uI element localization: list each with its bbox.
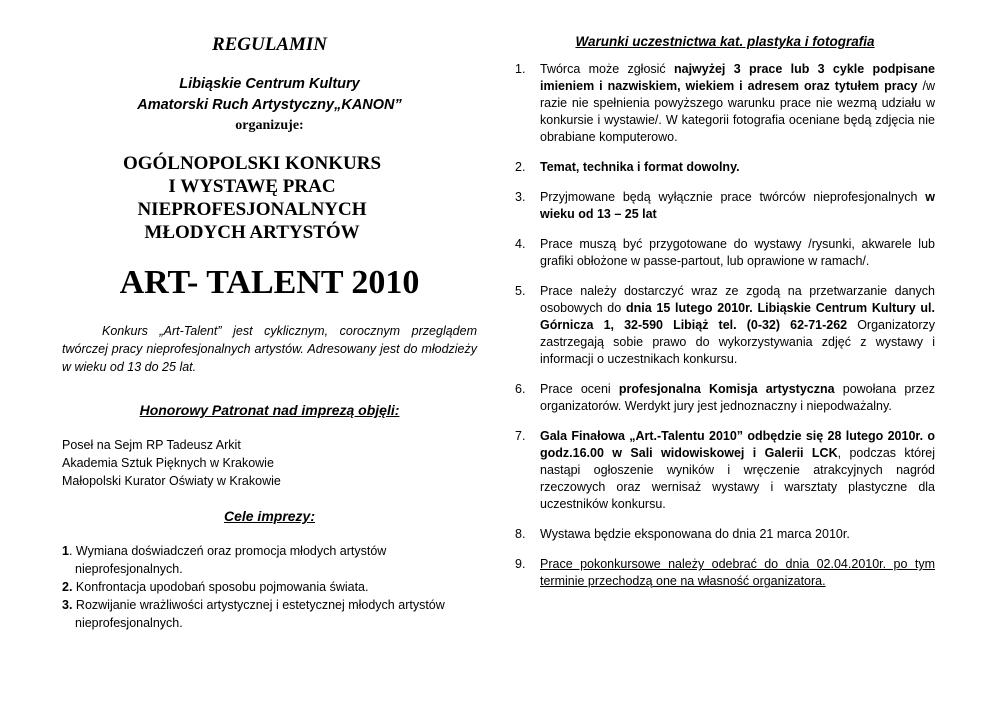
goal-number: 2. <box>62 580 73 594</box>
conditions-heading: Warunki uczestnictwa kat. plastyka i fotografia <box>575 34 875 49</box>
condition-item <box>515 159 935 176</box>
condition-text-part: profesjonalna Komisja artystyczna <box>618 382 835 396</box>
condition-item <box>515 61 935 146</box>
goal-item <box>62 578 477 596</box>
condition-item <box>515 428 935 513</box>
goals-list <box>62 542 477 632</box>
organizes-label: organizuje: <box>235 118 304 133</box>
condition-text-part: Temat, technika i format dowolny. <box>540 160 740 174</box>
condition-number: 1. <box>515 62 526 76</box>
condition-text <box>540 61 935 146</box>
left-column <box>62 34 477 632</box>
condition-text-part: Twórca może zgłosić <box>540 62 674 76</box>
condition-text-part: /w razie nie spełnienia powyższego warunku prace nie wezmą udziału w konkursie i wystawie/. W kategorii fotografia oceniane będą zdjęcia nie obrabiane komputerowo. <box>540 79 935 144</box>
goal-item <box>62 542 477 578</box>
condition-number: 6. <box>515 382 526 396</box>
right-column <box>515 34 935 603</box>
condition-text-part: , podczas której nastąpi ogłoszenie wyników i wręczenie atrakcyjnych nagród rzeczowych oraz wernisaż wystawy i warsztaty plastyczne dla uczestników konkursu. <box>540 446 935 511</box>
regulamin-heading: REGULAMIN <box>211 34 328 55</box>
contest-line: MŁODYCH ARTYSTÓW <box>144 222 360 243</box>
condition-number: 3. <box>515 190 526 204</box>
condition-text <box>540 159 935 176</box>
goals-heading: Cele imprezy: <box>223 508 316 524</box>
patron-heading: Honorowy Patronat nad imprezą objęli: <box>139 402 400 418</box>
event-description: Konkurs „Art-Talent” jest cyklicznym, corocznym przeglądem twórczej pracy nieprofesjonalnych artystów. Adresowany jest do młodzieży w wieku od 13 do 25 lat. <box>62 324 477 374</box>
condition-number: 5. <box>515 284 526 298</box>
patron-item: Małopolski Kurator Oświaty w Krakowie <box>62 474 281 488</box>
condition-text <box>540 283 935 368</box>
condition-text-part: powołana przez organizatorów. Werdykt jury jest jednoznaczny i niepodważalny. <box>540 382 935 413</box>
goal-text: . Wymiana doświadczeń oraz promocja młodych artystów nieprofesjonalnych. <box>68 544 387 576</box>
patron-list <box>62 436 477 490</box>
organizer-name: Libiąskie Centrum Kultury <box>179 76 360 92</box>
contest-line: I WYSTAWĘ PRAC <box>168 176 336 197</box>
condition-number: 8. <box>515 527 526 541</box>
condition-item <box>515 283 935 368</box>
condition-text-part: Gala Finałowa „Art.-Talentu 2010” odbędzie się 28 lutego 2010r. o godz.16.00 w Sali widowiskowej i Galerii LCK <box>540 429 935 460</box>
organizer-group: Amatorski Ruch Artystyczny„KANON” <box>137 97 402 113</box>
condition-text-part: najwyżej 3 prace lub 3 cykle podpisane imieniem i nazwiskiem, wiekiem i adresem oraz tytułem pracy <box>540 62 936 93</box>
conditions-list <box>515 61 935 590</box>
goal-text: Rozwijanie wrażliwości artystycznej i estetycznej młodych artystów nieprofesjonalnych. <box>72 598 445 630</box>
condition-text <box>540 526 935 543</box>
condition-text <box>540 556 935 590</box>
event-title: ART- TALENT 2010 <box>119 264 420 301</box>
condition-text <box>540 381 935 415</box>
condition-item <box>515 526 935 543</box>
goal-number: 1 <box>62 544 69 558</box>
goal-text: Konfrontacja upodobań sposobu pojmowania świata. <box>72 580 369 594</box>
contest-heading <box>92 152 412 244</box>
condition-text-part: Prace należy dostarczyć wraz ze zgodą na przetwarzanie danych osobowych do <box>540 284 935 315</box>
condition-number: 7. <box>515 429 526 443</box>
condition-item <box>515 381 935 415</box>
condition-text <box>540 236 935 270</box>
condition-number: 4. <box>515 237 526 251</box>
condition-text-part: Prace pokonkursowe należy odebrać do dnia 02.04.2010r. po tym terminie przechodzą one na własność organizatora. <box>540 557 935 588</box>
condition-text <box>540 428 935 513</box>
goal-number: 3. <box>62 598 73 612</box>
condition-number: 2. <box>515 160 526 174</box>
condition-text-part: w wieku od 13 – 25 lat <box>540 190 935 221</box>
condition-text-part: Wystawa będzie eksponowana do dnia 21 marca 2010r. <box>540 527 850 541</box>
condition-text <box>540 189 935 223</box>
patron-item: Poseł na Sejm RP Tadeusz Arkit <box>62 438 241 452</box>
condition-number: 9. <box>515 557 526 571</box>
goal-item <box>62 596 477 632</box>
condition-item <box>515 556 935 590</box>
patron-item: Akademia Sztuk Pięknych w Krakowie <box>62 456 274 470</box>
contest-line: OGÓLNOPOLSKI KONKURS <box>122 153 382 174</box>
condition-text-part: Prace oceni <box>540 382 619 396</box>
condition-text-part: dnia 15 lutego 2010r. Libiąskie Centrum Kultury ul. Górnicza 1, 32-590 Libiąż tel. (0-32) 62-71-262 <box>540 301 935 332</box>
condition-item <box>515 236 935 270</box>
condition-text-part: Organizatorzy zastrzegają sobie prawo do wykorzystywania zdjęć z wystawy i informacji o uczestnikach konkursu. <box>540 318 936 366</box>
contest-line: NIEPROFESJONALNYCH <box>137 199 367 220</box>
condition-text-part: Prace muszą być przygotowane do wystawy /rysunki, akwarele lub grafiki obłożone w passe-partout, lub oprawione w ramach/. <box>540 237 935 268</box>
condition-text-part: Przyjmowane będą wyłącznie prace twórców nieprofesjonalnych <box>540 190 926 204</box>
condition-item <box>515 189 935 223</box>
